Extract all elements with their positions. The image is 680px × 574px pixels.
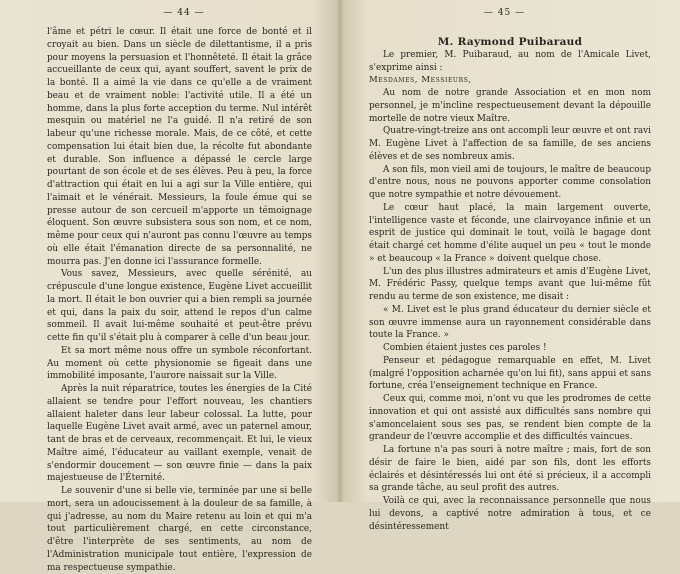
quotation: « M. Livet est le plus grand éducateur du dernier siècle et son œuvre immense aura un rayonnement considérable dans toute la France. » (369, 304, 651, 341)
salutation: Mesdames, Messieurs, (369, 75, 472, 86)
left-text-column (47, 26, 312, 574)
paragraph: Le premier, M. Puibaraud, au nom de l'Amicale Livet, s'exprime ainsi : (369, 49, 651, 73)
paragraph: l'âme et pétri le cœur. Il était une force de bonté et il croyait au bien. Dans un siècle de dilettantisme, il a pris pour moyens la persuasion et l'honnêteté. Il était la grâce accueillante de ceux qui, ayant souffert, savent le prix de la bonté. Il a aimé la vie dans ce qu'elle a de vraiment beau et de vraiment noble: l'activité utile. Il a été un homme, dans la plus forte acception du terme. Nul intérêt mesquin ou matériel ne l'a guidé. Il n'a retiré de son labeur qu'une richesse morale. Mais, de ce côté, et cette compensation lui était bien due, la récolte fut abondante et durable. Son influence a dépassé le cercle large pourtant de son école et de ses élèves. Peu à peu, la force d'attraction qui était en lui a agi sur la Ville entière, qui l'aimait et le vénérait. Messieurs, la foule émue qui se presse autour de son cercueil m'apporte un témoignage éloquent. Son œuvre subsistera sous son nom, et ce nom, même pour ceux qui n'auront pas connu l'œuvre au temps où elle était l'émanation directe de sa personnalité, ne mourra pas. J'en donne ici l'assurance formelle. (47, 27, 312, 267)
paragraph: A son fils, mon vieil ami de toujours, le maître de beaucoup d'entre nous, nous ne pouvons apporter comme consolation que notre sympathie et notre dévouement. (369, 164, 651, 200)
left-page (0, 0, 340, 573)
paragraph: Quatre-vingt-treize ans ont accompli leur œuvre et ont ravi M. Eugène Livet à l'affection de sa famille, de ses anciens élèves et de ses nombreux amis. (369, 126, 651, 162)
paragraph: Combien étaient justes ces paroles ! (383, 343, 547, 353)
paragraph: Penseur et pédagogue remarquable en effet, M. Livet (malgré l'opposition acharnée qu'on lui fit), sans appui et sans fortune, créa l'enseignement technique en France. (369, 355, 651, 392)
right-page (341, 0, 680, 532)
paragraph: Le cœur haut placé, la main largement ouverte, l'intelligence vaste et féconde, une clairvoyance infinie et un esprit de justice qui dominait le tout, voilà le bagage dont était chargé cet homme d'élite auquel un peu « tout le monde » et beaucoup « la France » doivent quelque chose. (369, 202, 651, 264)
page-number: — 45 — (483, 8, 526, 18)
paragraph: Et sa mort même nous offre un symbole réconfortant. Au moment où cette physionomie se figeait dans une immobilité imposante, l'aurore naissait sur la Ville. (47, 345, 312, 382)
paragraph: L'un des plus illustres admirateurs et amis d'Eugène Livet, M. Frédéric Passy, quelque temps avant que lui-même fût rendu au terme de son existence, me disait : (369, 266, 651, 302)
paragraph: Après la nuit réparatrice, toutes les énergies de la Cité allaient se tendre pour l'effort nouveau, les chantiers allaient haleter dans leur labeur colossal. La lutte, pour laquelle Eugène Livet avait armé, avec un paternel amour, tant de bras et de cerveaux, recommençait. Et lui, le vieux Maître aimé, l'éducateur au vaillant exemple, venait de s'endormir doucement — son œuvre finie — dans la paix majestueuse de l'Éternité. (47, 384, 312, 484)
paragraph: Le souvenir d'une si belle vie, terminée par une si belle mort, sera un adoucissement à la douleur de sa famille, à qui j'adresse, au nom du Maire retenu au loin et qui m'a tout particulièrement chargé, en cette circonstance, d'être l'interprète de ses sentiments, au nom de l'Administration municipale tout entière, l'expression de ma respectueuse sympathie. (47, 486, 312, 573)
paragraph: Voilà ce qui, avec la reconnaissance personnelle que nous lui devons, a captivé notre admiration à tous, et ce désintéressement (369, 496, 651, 532)
paragraph: La fortune n'a pas souri à notre maître ; mais, fort de son désir de faire le bien, aidé par son fils, dont les efforts éclairés et désintéressés lui ont été si précieux, il a accompli sa grande tâche, au seul profit des autres. (369, 445, 651, 494)
right-text-column (369, 36, 651, 533)
paragraph: Au nom de notre grande Association et en mon nom personnel, je m'incline respectueusement devant la dépouille mortelle de notre vieux Maître. (369, 88, 651, 124)
paragraph: Vous savez, Messieurs, avec quelle sérénité, au crépuscule d'une longue existence, Eugène Livet accueillit la mort. Il était le bon ouvrier qui a bien rempli sa journée et qui, dans la paix du soir, attend le repos d'un calme sommeil. Il avait lui-même souhaité et peut-être prévu cette fin qu'il s'était plu à comparer à celle d'un beau jour. (47, 269, 312, 343)
page-number: — 44 — (163, 8, 205, 18)
section-title: M. Raymond Puibaraud (437, 36, 583, 48)
paragraph: Ceux qui, comme moi, n'ont vu que les prodromes de cette innovation et qui ont assisté aux difficultés sans nombre qui s'amoncelaient sous ses pas, se rendent bien compte de la grandeur de l'œuvre accomplie et des difficultés vaincues. (369, 394, 651, 443)
